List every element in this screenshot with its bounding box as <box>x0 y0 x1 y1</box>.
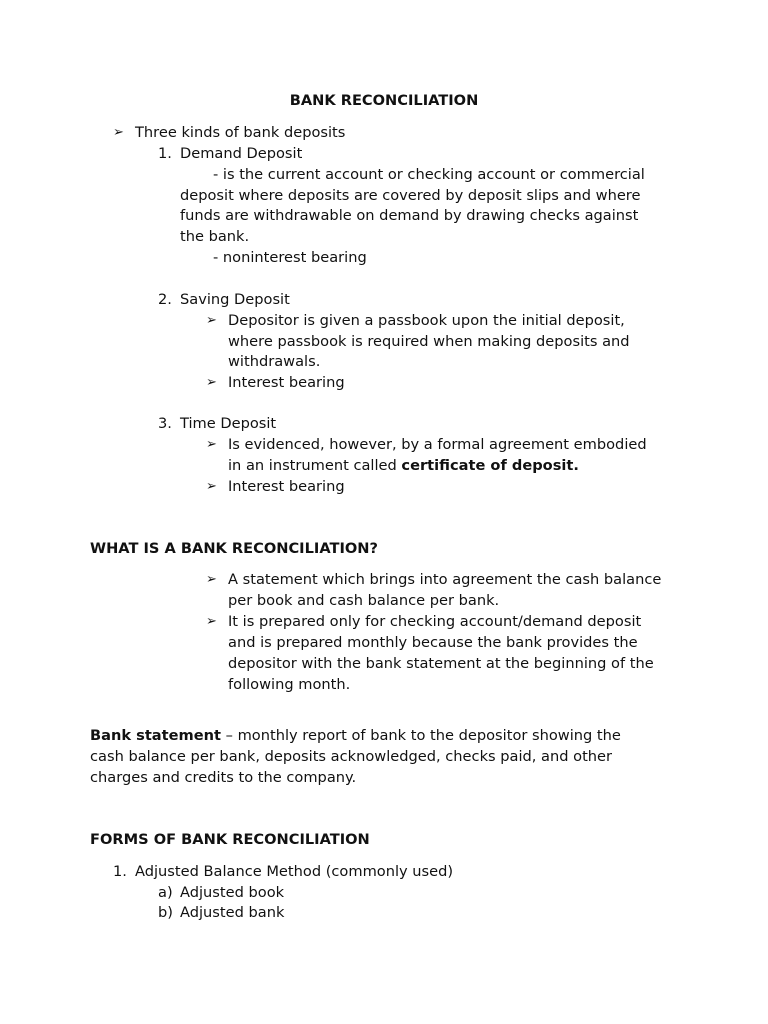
bank-statement-def-line: cash balance per bank, deposits acknowledged, checks paid, and other <box>90 748 613 765</box>
bullet-arrow-icon: ➢ <box>206 313 217 328</box>
time-point-line <box>228 456 579 476</box>
what-is-point-line: A statement which brings into agreement the cash balance <box>228 571 662 588</box>
what-is-point-line: and is prepared monthly because the bank provides the <box>228 634 638 651</box>
forms-subitem-label: Adjusted book <box>180 884 285 901</box>
bank-statement-def-line <box>90 726 621 746</box>
demand-deposit-note: - noninterest bearing <box>213 249 367 266</box>
saving-point-line: withdrawals. <box>228 353 321 370</box>
bullet-arrow-icon: ➢ <box>206 437 217 452</box>
bullet-arrow-icon: ➢ <box>206 614 217 629</box>
list-number: 1. <box>158 145 172 162</box>
bullet-arrow-icon: ➢ <box>206 572 217 587</box>
what-is-point-line: following month. <box>228 676 351 693</box>
demand-deposit-label: Demand Deposit <box>180 145 303 162</box>
demand-deposit-desc-line: the bank. <box>180 228 250 245</box>
saving-point-line: where passbook is required when making deposits and <box>228 333 630 350</box>
demand-deposit-desc-line: funds are withdrawable on demand by drawing checks against <box>180 207 639 224</box>
saving-point-line: Depositor is given a passbook upon the initial deposit, <box>228 312 625 329</box>
list-letter: a) <box>158 884 173 901</box>
section-heading-forms: FORMS OF BANK RECONCILIATION <box>90 831 370 848</box>
bank-statement-term: Bank statement <box>90 727 222 744</box>
bank-statement-def-line: charges and credits to the company. <box>90 769 357 786</box>
saving-deposit-label: Saving Deposit <box>180 291 290 308</box>
list-letter: b) <box>158 904 173 921</box>
deposits-heading: Three kinds of bank deposits <box>135 124 346 141</box>
time-interest-line: Interest bearing <box>228 478 345 495</box>
time-point-text: in an instrument called <box>228 457 402 474</box>
what-is-point-line: per book and cash balance per bank. <box>228 592 500 609</box>
bank-statement-def-text: – monthly report of bank to the depositor showing the <box>221 727 621 744</box>
bullet-arrow-icon: ➢ <box>206 375 217 390</box>
time-deposit-label: Time Deposit <box>180 415 277 432</box>
forms-subitem-label: Adjusted bank <box>180 904 285 921</box>
document-title: BANK RECONCILIATION <box>289 92 479 109</box>
certificate-term: certificate of deposit. <box>401 457 579 474</box>
list-number: 2. <box>158 291 172 308</box>
bullet-arrow-icon: ➢ <box>113 125 124 140</box>
time-point-line: Is evidenced, however, by a formal agreement embodied <box>228 436 647 453</box>
what-is-point-line: depositor with the bank statement at the beginning of the <box>228 655 654 672</box>
list-number: 1. <box>113 863 127 880</box>
bullet-arrow-icon: ➢ <box>206 479 217 494</box>
forms-item-label: Adjusted Balance Method (commonly used) <box>135 863 454 880</box>
demand-deposit-desc-line: deposit where deposits are covered by deposit slips and where <box>180 187 641 204</box>
demand-deposit-desc-line: - is the current account or checking account or commercial <box>213 166 645 183</box>
list-number: 3. <box>158 415 172 432</box>
what-is-point-line: It is prepared only for checking account/demand deposit <box>228 613 642 630</box>
section-heading-what-is: WHAT IS A BANK RECONCILIATION? <box>90 540 378 557</box>
saving-interest-line: Interest bearing <box>228 374 345 391</box>
